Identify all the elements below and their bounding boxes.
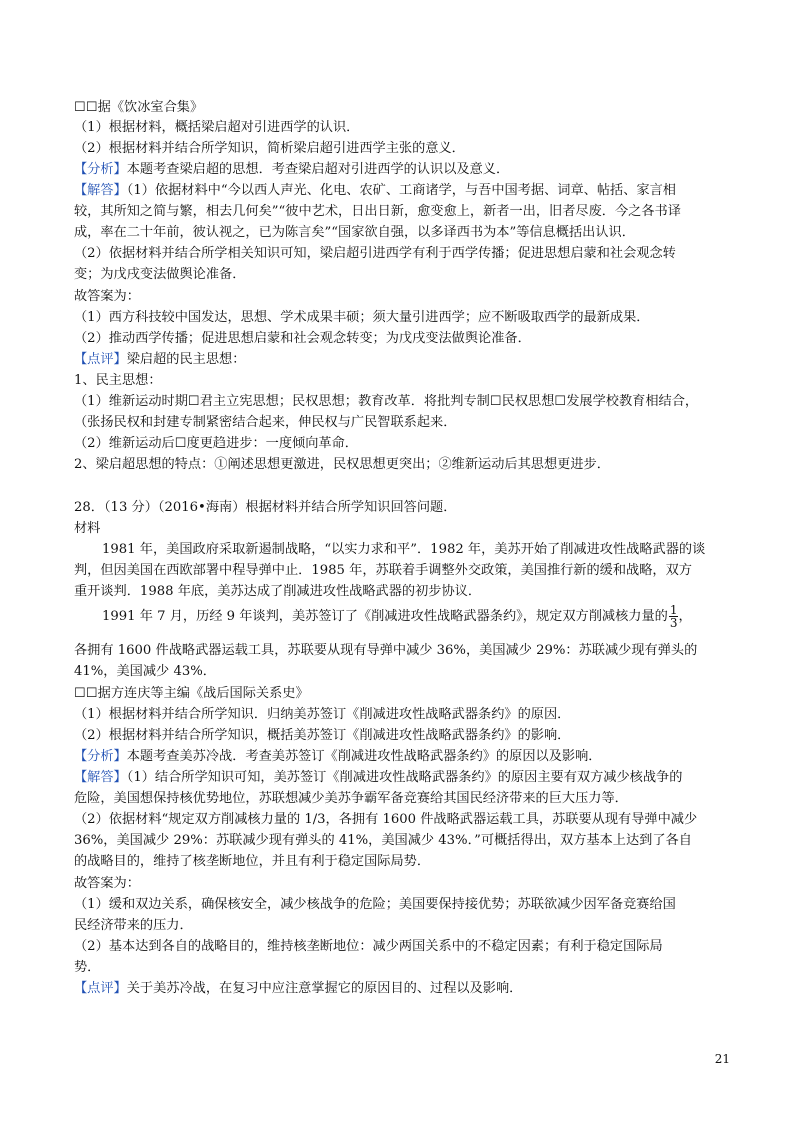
answer-text: （1）结合所学知识可知，美苏签订《削减进攻性战略武器条约》的原因主要有双方减少核战争的 — [126, 770, 683, 785]
answer-item: 民经济带来的压力． — [74, 918, 193, 933]
answer-text-line: 成，率在二十年前，彼认视之，已为陈言矣”“国家欲自强，以多译西书为本”等信息概括出认识． — [74, 225, 635, 240]
source-citation: ☐☐据《饮冰室合集》 — [74, 100, 204, 115]
analysis-tag: 【分析】 — [74, 162, 127, 177]
comment-line — [74, 979, 522, 999]
comment-text-line: 2、梁启超思想的特点：①阐述思想更激进，民权思想更突出；②维新运动后其思想更进步． — [74, 457, 610, 472]
question-2: （2）根据材料并结合所学知识，简析梁启超引进西学主张的意义． — [74, 141, 465, 156]
answer-text-line: （2）依据材料并结合所学相关知识可知，梁启超引进西学有利于西学传播；促进思想启蒙和社会观念转 — [74, 246, 676, 261]
material-paragraph: 1981 年，美国政府采取新遏制战略，“以实力求和平”．1982 年，美苏开始了削减进攻性战略武器的谈 — [102, 542, 706, 557]
answer-label: 故答案为： — [74, 876, 140, 891]
answer-item: （2）推动西学传播；促进思想启蒙和社会观念转变；为戊戌变法做舆论准备． — [74, 331, 531, 346]
analysis-line — [74, 160, 509, 180]
material-paragraph: 41%，美国减少 43%． — [74, 664, 216, 679]
answer-text-line: 较，其所知之简与繁，相去几何矣”“彼中艺术，日出日新，愈变愈上，新者一出，旧者尽废．今之各书译 — [74, 204, 681, 219]
answer-label: 故答案为： — [74, 289, 140, 304]
material-label: 材料 — [74, 521, 101, 536]
answer-tag: 【解答】 — [74, 183, 127, 198]
page-number: 21 — [714, 1052, 730, 1066]
analysis-line — [74, 747, 602, 767]
answer-text: （1）依据材料中“今以西人声光、化电、农矿、工商诸学，与吾中国考据、词章、帖括、家言相 — [126, 183, 676, 198]
comment-text: 关于美苏冷战，在复习中应注意掌握它的原因目的、过程以及影响． — [126, 981, 523, 996]
comment-tag: 【点评】 — [74, 981, 127, 996]
material-paragraph: 判，但因美国在西欧部署中程导弹中止．1985 年，苏联着手调整外交政策，美国推行新的缓和战略，双方 — [74, 563, 692, 578]
comment-text-line: （2）维新运动后☐度更趋进步：一度倾向革命． — [74, 436, 358, 451]
answer-text-line: （2）依据材料“规定双方削减核力量的 1/3，各拥有 1600 件战略武器运载工具，苏联要从现有导弹中减少 — [74, 812, 698, 827]
fraction-numerator: 1 — [669, 603, 678, 617]
question-28-title: 28．（13 分）（2016•海南）根据材料并结合所学知识回答问题． — [74, 500, 457, 515]
analysis-tag: 【分析】 — [74, 749, 127, 764]
material-paragraph: 重开谈判．1988 年底，美苏达成了削减进攻性战略武器的初步协议． — [74, 584, 482, 599]
answer-line — [74, 768, 682, 788]
fraction-denominator: 3 — [669, 616, 678, 630]
comment-text: 梁启超的民主思想： — [126, 352, 246, 367]
answer-item: 势． — [74, 960, 101, 975]
comment-line — [74, 350, 245, 370]
comment-text-line: （1）维新运动时期☐君主立宪思想；民权思想；教育改革．将批判专制☐民权思想☐发展学校教育相结合， — [74, 394, 699, 409]
comment-tag: 【点评】 — [74, 352, 127, 367]
answer-item: （1）西方科技较中国发达，思想、学术成果丰硕；须大量引进西学；应不断吸取西学的最新成果． — [74, 310, 650, 325]
answer-item: （1）缓和双边关系，确保核安全，减少核战争的危险；美国要保持接优势；苏联欲减少因军备竞赛给国 — [74, 897, 676, 912]
answer-text-line: 36%，美国减少 29%：苏联减少现有弹头的 41%，美国减少 43%．”可概括得出，双方基本上达到了各自 — [74, 833, 692, 848]
material-paragraph: 各拥有 1600 件战略武器运载工具，苏联要从现有导弹中减少 36%，美国减少 29%：苏联减少现有弹头的 — [74, 643, 698, 658]
answer-text-line: 的战略目的，维持了核垄断地位，并且有利于稳定国际局势． — [74, 854, 431, 869]
question-1: （1）根据材料，概括梁启超对引进西学的认识． — [74, 120, 360, 135]
answer-line — [74, 181, 676, 201]
comment-heading: 1、民主思想： — [74, 373, 162, 388]
source-citation: ☐☐据方连庆等主编《战后国际关系史》 — [74, 686, 309, 701]
material-paragraph: 1991 年 7 月，历经 9 年谈判，美苏签订了《削减进攻性战略武器条约》，规定双方削减核力量的 $\frac{1}{3}$ ， — [102, 603, 692, 630]
material-text: 1991 年 7 月，历经 9 年谈判，美苏签订了《削减进攻性战略武器条约》，规定双方削减核力量的 — [102, 609, 668, 624]
answer-item: （2）基本达到各自的战略目的，维持核垄断地位：减少两国关系中的不稳定因素；有利于稳定国际局 — [74, 939, 663, 954]
analysis-text: 本题考查梁启超的思想．考查梁启超对引进西学的认识以及意义． — [126, 162, 510, 177]
question-2: （2）根据材料并结合所学知识，概括美苏签订《削减进攻性战略武器条约》的影响． — [74, 728, 571, 743]
analysis-text: 本题考查美苏冷战．考查美苏签订《削减进攻性战略武器条约》的原因以及影响． — [126, 749, 602, 764]
comment-text-line: （张扬民权和封建专制紧密结合起来，伸民权与广民智联系起来． — [74, 415, 457, 430]
answer-text-line: 危险，美国想保持核优势地位，苏联想减少美苏争霸军备竞赛给其国民经济带来的巨大压力等． — [74, 791, 628, 806]
question-1: （1）根据材料并结合所学知识．归纳美苏签订《削减进攻性战略武器条约》的原因． — [74, 707, 571, 722]
answer-text-line: 变；为戊戌变法做舆论准备． — [74, 267, 246, 282]
answer-tag: 【解答】 — [74, 770, 127, 785]
